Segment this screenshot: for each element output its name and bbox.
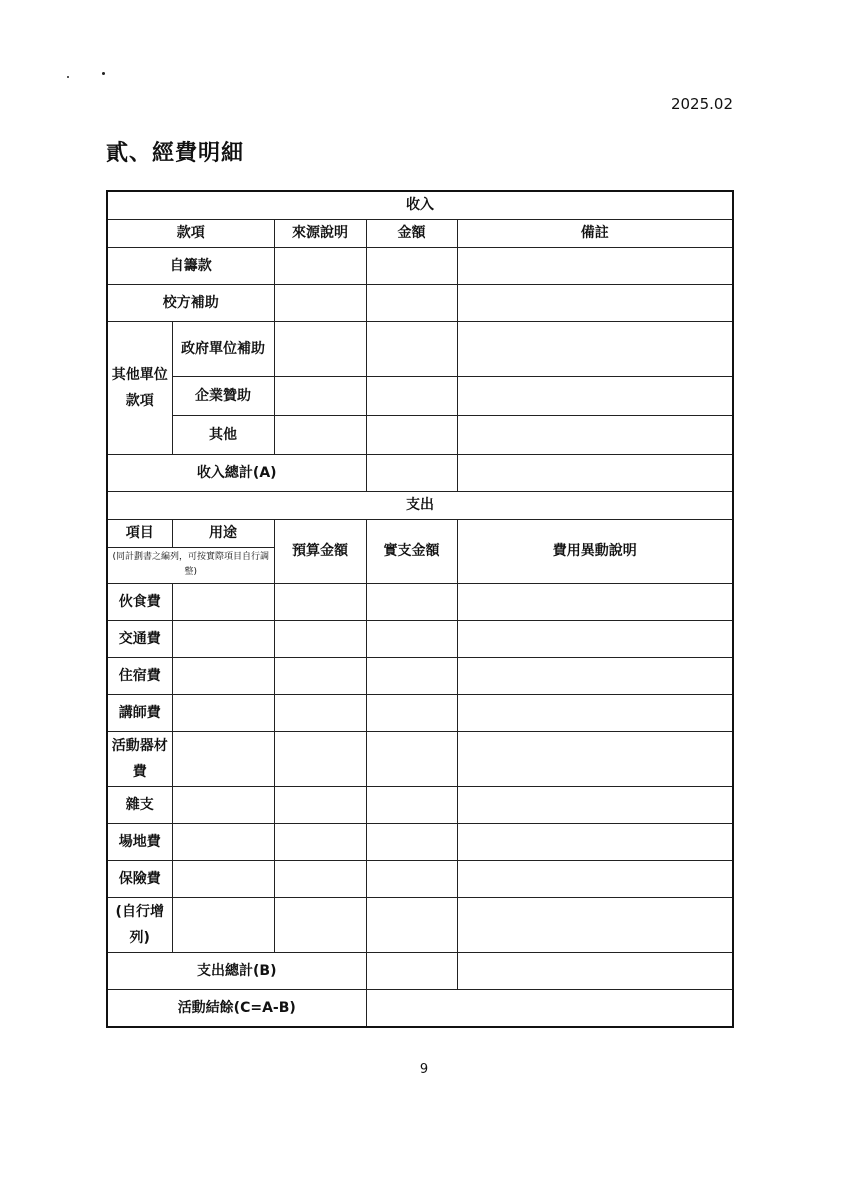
- expense-total-amount[interactable]: [366, 952, 457, 989]
- expense-variance-cell[interactable]: [457, 860, 733, 897]
- balance-row: [107, 989, 733, 1027]
- expense-actual-cell[interactable]: [366, 583, 457, 620]
- expense-item: 伙食費: [107, 583, 172, 620]
- expense-actual-cell[interactable]: [366, 786, 457, 823]
- expense-budget-cell[interactable]: [274, 583, 366, 620]
- expense-variance-cell[interactable]: [457, 583, 733, 620]
- scan-speck: [67, 76, 69, 78]
- income-amount-cell[interactable]: [366, 376, 457, 415]
- expense-col-note-cell: [107, 547, 274, 583]
- income-source-cell[interactable]: [274, 321, 366, 376]
- table-row: [107, 897, 733, 952]
- table-row: [107, 657, 733, 694]
- income-total-label: 收入總計(A): [107, 454, 366, 491]
- expense-actual-cell[interactable]: [366, 620, 457, 657]
- expense-actual-cell[interactable]: [366, 897, 457, 952]
- income-total-remarks[interactable]: [457, 454, 733, 491]
- expense-item: 交通費: [107, 620, 172, 657]
- expense-variance-cell[interactable]: [457, 694, 733, 731]
- expense-usage-cell[interactable]: [172, 823, 274, 860]
- table-row: [107, 620, 733, 657]
- table-row: [107, 731, 733, 786]
- income-remarks-cell[interactable]: [457, 321, 733, 376]
- table-row: [107, 583, 733, 620]
- expense-budget-cell[interactable]: [274, 897, 366, 952]
- table-row: [107, 247, 733, 284]
- expense-header-row: [107, 491, 733, 519]
- table-row: [107, 860, 733, 897]
- balance-amount[interactable]: [366, 989, 733, 1027]
- expense-item: 保險費: [107, 860, 172, 897]
- expense-col-budget: 預算金額: [274, 519, 366, 583]
- income-item-other: 其他: [172, 415, 274, 454]
- income-column-row: [107, 219, 733, 247]
- income-col-item: 款項: [107, 219, 274, 247]
- expense-usage-cell[interactable]: [172, 786, 274, 823]
- income-source-cell[interactable]: [274, 284, 366, 321]
- expense-item: 住宿費: [107, 657, 172, 694]
- expense-usage-cell[interactable]: [172, 583, 274, 620]
- income-remarks-cell[interactable]: [457, 376, 733, 415]
- expense-budget-cell[interactable]: [274, 731, 366, 786]
- balance-label: 活動結餘(C=A-B): [107, 989, 366, 1027]
- expense-item: 雜支: [107, 786, 172, 823]
- expense-section-title: 支出: [107, 491, 733, 519]
- table-row: [107, 823, 733, 860]
- budget-table: [106, 190, 734, 1028]
- income-amount-cell[interactable]: [366, 284, 457, 321]
- table-row: [107, 284, 733, 321]
- table-row: [107, 694, 733, 731]
- expense-actual-cell[interactable]: [366, 657, 457, 694]
- income-remarks-cell[interactable]: [457, 415, 733, 454]
- expense-actual-cell[interactable]: [366, 731, 457, 786]
- income-source-cell[interactable]: [274, 376, 366, 415]
- income-amount-cell[interactable]: [366, 247, 457, 284]
- expense-total-label: 支出總計(B): [107, 952, 366, 989]
- income-source-cell[interactable]: [274, 415, 366, 454]
- income-item-government: 政府單位補助: [172, 321, 274, 376]
- expense-variance-cell[interactable]: [457, 620, 733, 657]
- income-item-other-units: 其他單位款項: [107, 321, 172, 454]
- expense-usage-cell[interactable]: [172, 731, 274, 786]
- table-row: [107, 321, 733, 376]
- expense-item: 活動器材費: [107, 731, 172, 786]
- expense-actual-cell[interactable]: [366, 860, 457, 897]
- expense-actual-cell[interactable]: [366, 694, 457, 731]
- expense-variance-cell[interactable]: [457, 731, 733, 786]
- income-item-school-subsidy: 校方補助: [107, 284, 274, 321]
- expense-usage-cell[interactable]: [172, 897, 274, 952]
- expense-item: (自行增列): [107, 897, 172, 952]
- income-col-remarks: 備註: [457, 219, 733, 247]
- expense-col-actual: 實支金額: [366, 519, 457, 583]
- expense-total-row: [107, 952, 733, 989]
- income-remarks-cell[interactable]: [457, 284, 733, 321]
- expense-variance-cell[interactable]: [457, 657, 733, 694]
- expense-usage-cell[interactable]: [172, 620, 274, 657]
- income-section-title: 收入: [107, 191, 733, 219]
- income-total-amount[interactable]: [366, 454, 457, 491]
- income-total-row: [107, 454, 733, 491]
- table-row: [107, 786, 733, 823]
- expense-variance-cell[interactable]: [457, 786, 733, 823]
- page-number: 9: [419, 1062, 429, 1077]
- income-item-corporate: 企業贊助: [172, 376, 274, 415]
- expense-usage-cell[interactable]: [172, 860, 274, 897]
- expense-budget-cell[interactable]: [274, 860, 366, 897]
- scan-speck: [102, 72, 105, 75]
- expense-column-row: [107, 519, 733, 547]
- expense-variance-cell[interactable]: [457, 823, 733, 860]
- expense-budget-cell[interactable]: [274, 786, 366, 823]
- income-header-row: [107, 191, 733, 219]
- expense-item: 講師費: [107, 694, 172, 731]
- expense-usage-cell[interactable]: [172, 657, 274, 694]
- expense-total-remarks[interactable]: [457, 952, 733, 989]
- expense-col-variance: 費用異動說明: [457, 519, 733, 583]
- expense-budget-cell[interactable]: [274, 620, 366, 657]
- table-row: [107, 415, 733, 454]
- expense-budget-cell[interactable]: [274, 823, 366, 860]
- income-item-self-funded: 自籌款: [107, 247, 274, 284]
- table-row: [107, 376, 733, 415]
- expense-col-usage: 用途: [172, 519, 274, 547]
- expense-col-note: (同計劃書之編列，可按實際項目自行調整): [112, 552, 269, 577]
- expense-variance-cell[interactable]: [457, 897, 733, 952]
- expense-actual-cell[interactable]: [366, 823, 457, 860]
- expense-usage-cell[interactable]: [172, 694, 274, 731]
- document-date: 2025.02: [670, 95, 733, 113]
- section-title: 貳、經費明細: [106, 141, 245, 166]
- income-col-amount: 金額: [366, 219, 457, 247]
- income-col-source: 來源說明: [274, 219, 366, 247]
- expense-budget-cell[interactable]: [274, 694, 366, 731]
- income-source-cell[interactable]: [274, 247, 366, 284]
- expense-item: 場地費: [107, 823, 172, 860]
- income-amount-cell[interactable]: [366, 321, 457, 376]
- expense-col-item: 項目: [107, 519, 172, 547]
- expense-budget-cell[interactable]: [274, 657, 366, 694]
- income-remarks-cell[interactable]: [457, 247, 733, 284]
- income-amount-cell[interactable]: [366, 415, 457, 454]
